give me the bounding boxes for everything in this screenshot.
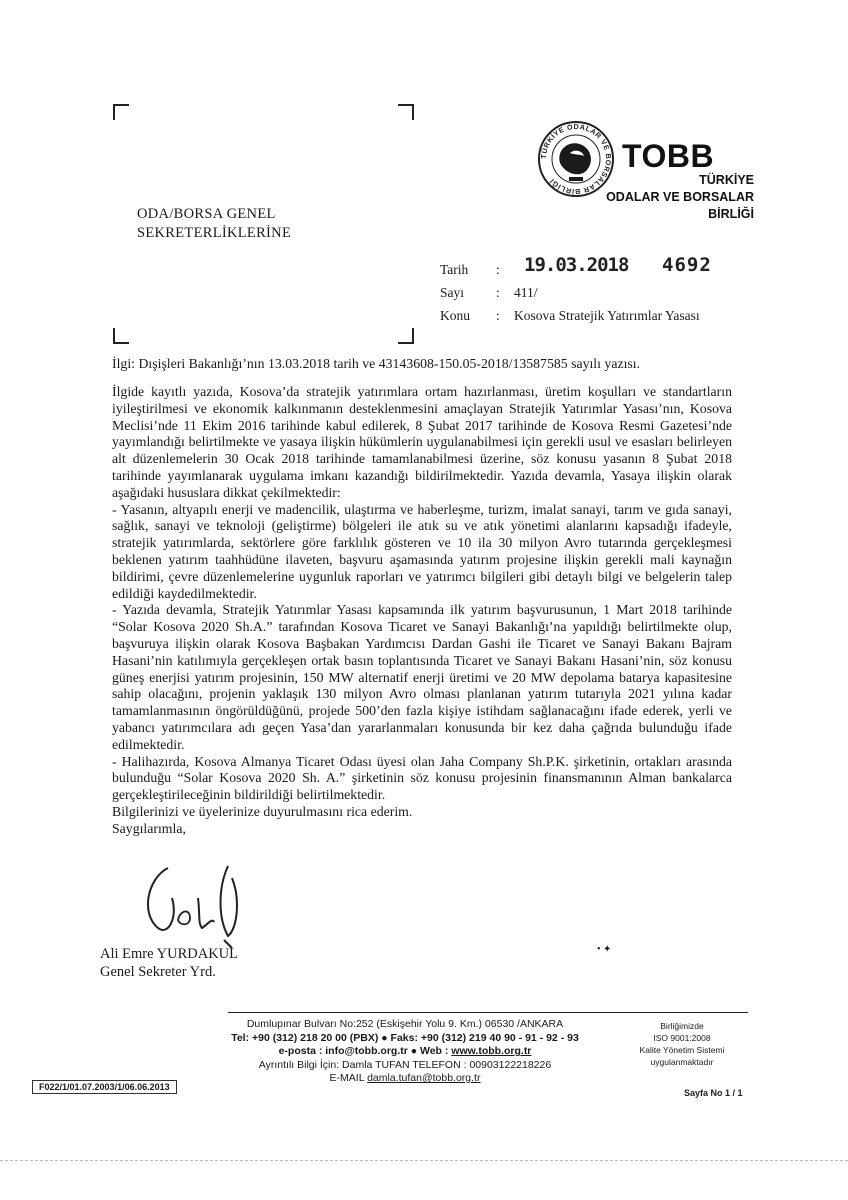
footer-web-link[interactable]: www.tobb.org.tr bbox=[451, 1045, 532, 1057]
address-window-corner-top-left bbox=[113, 104, 129, 120]
body-paragraph-5: Bilgilerinizi ve üyelerinize duyurulmasını rica ederim. bbox=[112, 803, 413, 819]
quality-line2: ISO 9001:2008 bbox=[653, 1033, 711, 1043]
footer-address: Dumlupınar Bulvarı No:252 (Eskişehir Yolu 9. Km.) 06530 /ANKARA bbox=[246, 1018, 564, 1030]
number-value: 411/ bbox=[514, 285, 538, 300]
form-code: F022/1/01.07.2003/1/06.06.2013 bbox=[32, 1080, 177, 1094]
footer-phones: Tel: +90 (312) 218 20 00 (PBX) ● Faks: +90 (312) 219 40 90 - 91 - 92 - 93 bbox=[231, 1031, 579, 1044]
address-window-corner-bottom-right bbox=[398, 328, 414, 344]
reference-line: İlgi: Dışişleri Bakanlığı’nın 13.03.2018 tarih ve 43143608-150.05-2018/13587585 sayılı yazısı. bbox=[112, 356, 641, 371]
recipient-line1: ODA/BORSA GENEL bbox=[137, 206, 276, 222]
body-paragraph-1: İlgide kayıtlı yazıda, Kosova’da stratejik yatırımlara ortam hazırlanması, üretim koşulları ve standartların iyileştirilmesi ve ekonomik kalkınmanın desteklenmesini amaçlayan Stratejik Yatırımlar Yasası’nın, Kosova Meclisi’nde 11 Ekim 2016 tarihinde kabul edilerek, 8 Şubat 2017 tarihinde de Kosova Resmi Gazetesi’nde yayımlandığı belirtilmekte ve yasaya ilişkin hükümlerin uygulanabilmesi için gerekli usul ve esasları belirleyen alt düzenlemelerin 30 Ocak 2018 tarihinde tamamlanabilmesi üzerine, söz konusu yasanın 8 Şubat 2018 tarihinde yayımlanarak uygulama imkanı kazandığı bildirilmektedir. Yazıda devamla, Yasaya ilişkin olarak aşağıdaki hususlara dikkat çekilmektedir: bbox=[112, 384, 732, 500]
scan-edge-line bbox=[0, 1160, 848, 1161]
organization-name-line1: TÜRKİYE bbox=[699, 173, 754, 187]
organization-name bbox=[606, 172, 754, 223]
number-label: Sayı bbox=[440, 285, 465, 300]
number-colon: : bbox=[496, 285, 500, 300]
signer-block bbox=[100, 945, 238, 981]
body-paragraph-2: - Yasanın, altyapılı enerji ve madencilik, ulaştırma ve haberleşme, turizm, imalat sanayi, tarım ve gıda sanayi, sağlık, sanayi ve teknoloji (geliştirme) bölgeleri ile atık su ve atık yönetimi alanlarını kapsadığı ifadeyle, stratejik yatırımlarda, sektörlere göre farklılık gösteren ve 10 ila 30 milyon Avro tutarında gerçekleşmesi beklenen yatırım taahhüdüne ilaveten, başvuru aşamasında yatırım projesine ilişkin gerekli mali kaynağın bildirimi, çevre düzenlemelerine uygunluk raporları ve yatırımcı bilgileri gibi detaylı bilgi ve belgelerin talep edildiği kaydedilmektedir. bbox=[112, 501, 732, 601]
address-window-corner-bottom-left bbox=[113, 328, 129, 344]
footer-contact-email-prefix: E-MAIL bbox=[329, 1072, 368, 1084]
salutation: Saygılarımla, bbox=[112, 820, 186, 836]
date-label: Tarih bbox=[440, 262, 469, 277]
address-window-corner-top-right bbox=[398, 104, 414, 120]
quality-line3: Kalite Yönetim Sistemi bbox=[639, 1045, 725, 1055]
organization-name-line2: ODALAR VE BORSALAR bbox=[606, 190, 754, 204]
body-paragraph-3: - Yazıda devamla, Stratejik Yatırımlar Yasası kapsamında ilk yatırım başvurusunun, 1 Mart 2018 tarihinde “Solar Kosova 2020 Sh.A.” tarafından Kosova Ticaret ve Sanayi Bakanlığı’na yapıldığı belirtilmekte olup, başvuruya ilişkin olarak Kosova Başbakan Yardımcısı Dardan Gashi ile Ticaret ve Sanayi Bakanı Bajram Hasani’nin katılımıyla gerçekleşen ortak basın toplantısında Ticaret ve Sanayi Bakanı Hasani’nin, söz konusu güneş enerjisi yatırım projesinin, 150 MW alternatif enerji üretimi ve 20 MW depolama batarya kapasitesine sahip olacağını, projenin yaklaşık 130 milyon Avro olması planlanan yatırım tutarıyla 2021 yılına kadar tamamlanmasının öngörüldüğünü, projede 500’den fazla kişiye istihdam sağlanacağını ifade ederek, yerli ve yabancı yatırımcılara adı geçen Yasa’dan yararlanmaları konusunda bir kez daha çağrıda bulunduğu ifade edilmektedir. bbox=[112, 602, 732, 752]
quality-note bbox=[612, 1020, 752, 1068]
quality-line4: uygulanmaktadır bbox=[650, 1057, 714, 1067]
ink-mark: • ✦ bbox=[597, 944, 612, 955]
footer-email-prefix: e-posta : info@tobb.org.tr ● Web : bbox=[278, 1045, 452, 1057]
page-number: Sayfa No 1 / 1 bbox=[684, 1088, 743, 1098]
letter-body bbox=[112, 384, 732, 838]
footer-email-web bbox=[210, 1045, 600, 1059]
recipient-line2: SEKRETERLİKLERİNE bbox=[137, 225, 292, 241]
date-colon: : bbox=[496, 262, 500, 277]
tobb-wordmark: TOBB bbox=[622, 138, 715, 174]
signer-title: Genel Sekreter Yrd. bbox=[100, 964, 216, 980]
footer-contact-email-link[interactable]: damla.tufan@tobb.org.tr bbox=[367, 1072, 481, 1084]
signer-name: Ali Emre YURDAKUL bbox=[100, 946, 238, 962]
organization-name-line3: BİRLİĞİ bbox=[708, 207, 754, 221]
footer-contact bbox=[210, 1018, 600, 1086]
footer-divider bbox=[228, 1012, 748, 1013]
date-stamp: 19.03.2018 bbox=[524, 254, 629, 276]
footer-contact-email bbox=[210, 1072, 600, 1086]
subject-value: Kosova Stratejik Yatırımlar Yasası bbox=[514, 308, 700, 323]
recipient-address bbox=[137, 205, 291, 243]
quality-line1: Birliğimizde bbox=[660, 1021, 704, 1031]
body-paragraph-4: - Halihazırda, Kosova Almanya Ticaret Odası üyesi olan Jaha Company Sh.P.K. şirketinin, ortakları arasında bulunduğu “Solar Kosova 2020 Sh. A.” şirketinin söz konusu projesinin finansmanının Alman bankalarca gerçekleştirileceğinin bildirildiği belirtilmektedir. bbox=[112, 753, 732, 803]
tobb-seal-logo bbox=[536, 119, 616, 199]
subject-label: Konu bbox=[440, 308, 470, 323]
subject-colon: : bbox=[496, 308, 500, 323]
document-number-stamp: 4692 bbox=[662, 254, 712, 276]
seal-text: TÜRKİYE ODALAR VE BORSALAR BİRLİĞİ bbox=[538, 121, 614, 197]
footer-contact-person: Ayrıntılı Bilgi İçin: Damla TUFAN TELEFON : 00903122218226 bbox=[258, 1058, 552, 1071]
